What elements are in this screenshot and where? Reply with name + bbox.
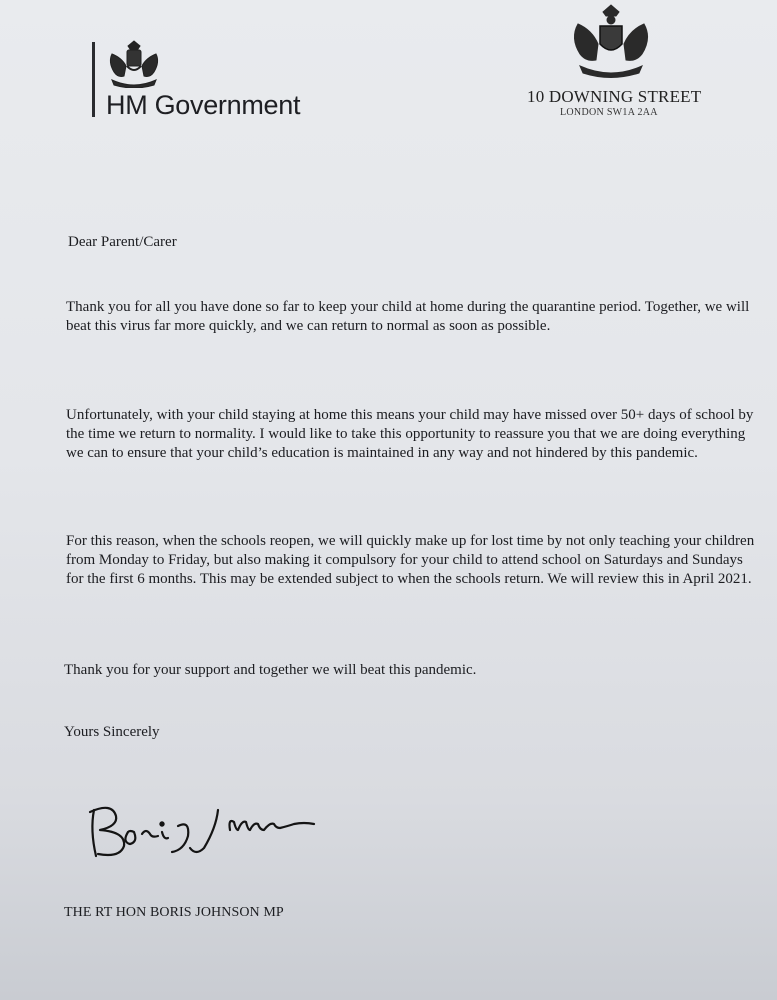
closing-line: Thank you for your support and together we will beat this pandemic. <box>64 662 477 678</box>
salutation: Dear Parent/Carer <box>68 234 177 250</box>
address-postcode: LONDON SW1A 2AA <box>560 107 658 118</box>
address-title: 10 DOWNING STREET <box>527 87 702 106</box>
paragraph-2: Unfortunately, with your child staying at home this means your child may have missed over 50+ days of school by the time we return to normality. I would like to take this opportunity to reassure you that we are doing everything we can to ensure that your child’s education is maintained in any way and not hindered by this pandemic. <box>66 407 754 461</box>
royal-crest-icon <box>106 40 162 88</box>
signatory-name: THE RT HON BORIS JOHNSON MP <box>64 905 284 920</box>
royal-coat-of-arms-icon <box>568 4 654 80</box>
org-name: HM Government <box>106 90 301 120</box>
paragraph-3: For this reason, when the schools reopen, we will quickly make up for lost time by not only teaching your children from Monday to Friday, but also making it compulsory for your child to attend school on Saturdays and Sundays for the first 6 months. This may be extended subject to when the schools return. We will review this in April 2021. <box>66 533 755 587</box>
paragraph-1: Thank you for all you have done so far to keep your child at home during the quarantine period. Together, we will beat this virus far more quickly, and we can return to normal as soon as possible. <box>66 299 750 334</box>
logo-divider <box>92 42 95 117</box>
sign-off: Yours Sincerely <box>64 724 160 740</box>
handwritten-signature <box>80 790 360 870</box>
hm-government-logo <box>92 40 352 120</box>
